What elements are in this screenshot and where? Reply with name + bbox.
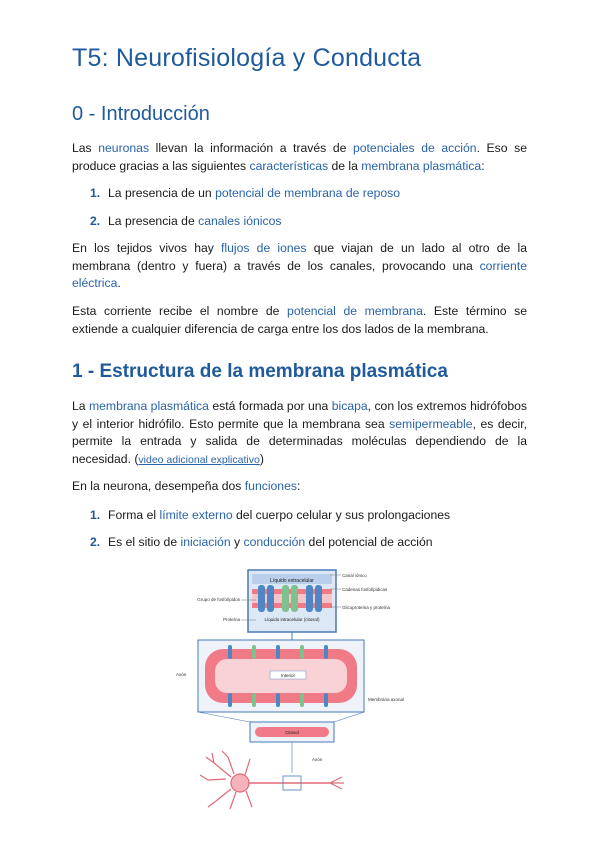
right-label-1: Canal iónico — [342, 573, 367, 578]
text: . Eso se produce gracias a las siguientes — [72, 141, 527, 173]
text: , es decir, permite la entrada y salida de determinadas moléculas dependiendo de la necesidad. ( — [72, 416, 527, 466]
list-number: 1. — [90, 508, 101, 522]
list-item — [90, 534, 433, 550]
text: : — [296, 479, 301, 493]
highlight: semipermeable — [389, 416, 473, 431]
zoom-connector-2 — [198, 712, 250, 722]
text: Es el sitio de — [108, 535, 181, 549]
highlight: iniciación — [180, 535, 231, 549]
text: En los tejidos vivos hay — [72, 241, 222, 255]
text: está formada por una — [208, 399, 332, 413]
highlight: bicapa — [331, 399, 368, 413]
section-0-heading: 0 - Introducción — [72, 103, 210, 125]
zoom-connector-3 — [334, 712, 364, 722]
text: . Este término se extiende a cualquier diferencia de carga entre los dos lados de la membrana. — [72, 304, 527, 336]
membrane-figure — [0, 565, 600, 835]
highlight: límite externo — [159, 508, 233, 522]
highlight: conducción — [243, 535, 306, 549]
right-label-2: Cadenas fosfolípidicas — [342, 587, 388, 592]
list-number: 2. — [90, 214, 101, 228]
top-label: Líquido extracelular — [270, 578, 314, 584]
list-number: 1. — [90, 186, 101, 200]
section-1-heading: 1 - Estructura de la membrana plasmática — [72, 361, 448, 382]
text: del potencial de acción — [305, 535, 433, 549]
axon-inner-label: Interior — [280, 673, 296, 678]
section-0-paragraph-1 — [72, 140, 527, 175]
highlight: potencial de membrana de reposo — [215, 186, 401, 200]
text: La — [72, 399, 89, 413]
highlight: membrana plasmática — [88, 399, 209, 413]
highlight: membrana plasmática — [361, 158, 482, 173]
list-item — [90, 185, 400, 201]
text: Esta corriente recibe el nombre de — [72, 304, 288, 318]
text: ) — [259, 451, 264, 466]
highlight: canales iónicos — [198, 214, 282, 228]
highlight: funciones — [244, 479, 297, 493]
highlight: potencial de membrana — [287, 304, 423, 318]
text: , con los extremos hidrófobos y el interior hidrófilo. Esto permite que la membrana sea — [72, 399, 527, 431]
cytosol-label: Citosol — [285, 730, 299, 735]
text: de la — [328, 158, 362, 173]
axon-left-label: Axón — [176, 672, 187, 677]
highlight: características — [249, 158, 329, 173]
text: . — [117, 276, 121, 290]
right-label-3: Glicoproteína y proteína — [342, 605, 391, 610]
section-1-paragraph-1 — [72, 398, 527, 469]
text: En la neurona, desempeña dos — [72, 479, 245, 493]
neuron-label: Axón — [312, 757, 323, 762]
text: del cuerpo celular y sus prolongaciones — [232, 508, 451, 522]
bottom-label: Líquido intracelular (citosol) — [264, 617, 320, 622]
text: que viajan de un lado al otro de la membrana (dentro y fuera) a través de los canales, provocando una — [72, 241, 527, 273]
section-1-paragraph-2 — [72, 478, 527, 496]
left-label-1: Grupo de fosfolípidos — [197, 597, 240, 602]
text: y — [230, 535, 244, 549]
highlight: flujos de iones — [221, 241, 307, 255]
text: : — [481, 158, 485, 173]
text: La presencia de — [108, 214, 199, 228]
highlight: corriente eléctrica — [72, 258, 527, 290]
text: llevan la información a través de — [149, 141, 353, 155]
highlight: potenciales de acción — [352, 141, 477, 155]
list-item — [90, 507, 450, 523]
highlight: neuronas — [98, 141, 150, 155]
page-title: T5: Neurofisiología y Conducta — [72, 44, 422, 72]
text: La presencia de un — [108, 186, 216, 200]
list-number: 2. — [90, 535, 101, 549]
axon-right-label: Membrana axonal — [368, 697, 405, 702]
text: Las — [72, 141, 99, 155]
video-link[interactable]: video adicional explicativo — [138, 453, 260, 466]
neuron-drawing — [200, 751, 344, 809]
section-0-paragraph-3 — [72, 303, 527, 338]
left-label-2: Proteína — [222, 617, 240, 622]
section-0-paragraph-2 — [72, 240, 527, 293]
text: Forma el — [108, 508, 160, 522]
list-item — [90, 213, 281, 229]
